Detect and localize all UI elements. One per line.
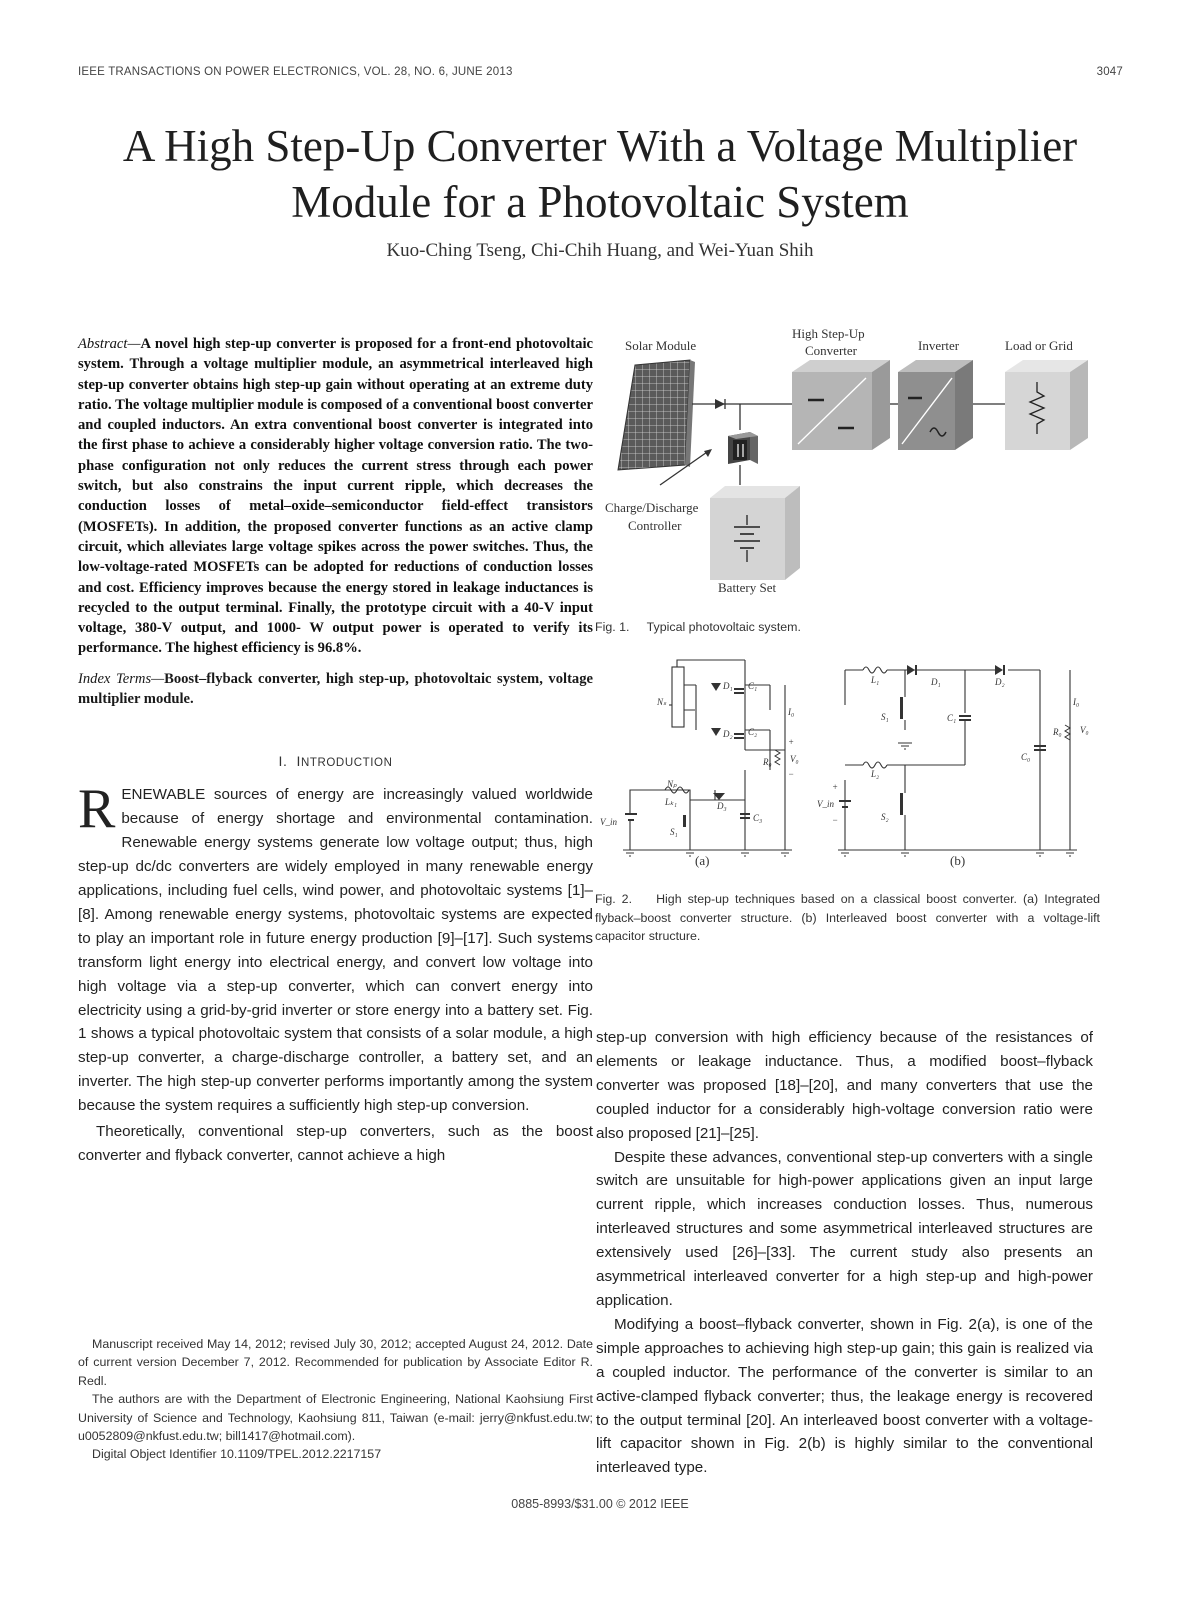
section-title-first: I — [296, 753, 301, 770]
caption-number: Fig. 2. — [595, 892, 633, 906]
label-Vin: V_in — [600, 817, 617, 827]
intro-text-left — [78, 778, 593, 1168]
fig1-label-solar: Solar Module — [625, 338, 697, 353]
fig2a-components — [625, 683, 750, 827]
fig1-label-load: Load or Grid — [1005, 338, 1073, 353]
section-title-rest: NTRODUCTION — [300, 757, 393, 770]
figure-2 — [595, 655, 1115, 875]
caption-number: Fig. 1. — [595, 620, 630, 634]
label-a: (a) — [695, 853, 710, 868]
label-C3: C₃ — [753, 813, 763, 823]
footnote: The authors are with the Department of Electronic Engineering, National Kaohsiung First University of Science and Technology, Kaohsiung 811, Taiwan (e-mail: jerry@nkfust.edu.tw; u0052809@nkfust.edu.tw; bill1417@hotmail.com). — [78, 1392, 593, 1444]
label-Io: I₀ — [788, 707, 795, 717]
section-number: I. — [278, 753, 288, 770]
fig1-label-hsu2: Converter — [805, 343, 857, 358]
abstract — [78, 334, 593, 659]
label-minus: − — [788, 769, 795, 779]
label-Ns: Nₛ — [657, 697, 667, 707]
label-b-plus: + — [832, 782, 839, 792]
label-S1: S₁ — [670, 827, 678, 837]
resistor-icon — [1065, 725, 1070, 740]
authors: Kuo-Ching Tseng, Chi-Chih Huang, and Wei-Yuan Shih — [386, 240, 814, 261]
fig1-label-inverter: Inverter — [918, 338, 960, 353]
label-b-Io: I₀ — [1073, 697, 1080, 707]
smallcaps-word: ENEWABLE — [121, 786, 206, 804]
label-b-C1: C₁ — [947, 713, 957, 723]
label-D3: D₃ — [717, 801, 727, 811]
fig1-label-cdc2: Controller — [628, 518, 682, 533]
paragraph-text: sources of energy are increasingly valued worldwide because of energy shortage and environmental contamination. Renewable energy systems generate low voltage output; thus, high step-up dc/dc converters are widely employed in many renewable energy applications, including fuel cells, wind power, and photovoltaic systems [1]–[8]. Among renewable energy systems, photovoltaic systems are expected to play an important role in future energy production [9]–[17]. Such systems transform light energy into electrical energy, and convert low voltage into high voltage via a step-up converter, which can convert energy into electricity using a grid-by-grid inverter or store energy into a battery set. Fig. 1 shows a typical photovoltaic system that consists of a solar module, a high step-up converter, a charge-discharge controller, a battery set, and an inverter. The high step-up converter performs importantly among the system because the system requires a sufficiently high step-up conversion. — [78, 786, 593, 1115]
page-number: 3047 — [1096, 66, 1123, 78]
fig1-label-battery: Battery Set — [718, 580, 777, 595]
label-b-Vin: V_in — [817, 799, 834, 809]
paragraph: Theoretically, conventional step-up converters, such as the boost converter and flyback converter, cannot achieve a high — [78, 1123, 593, 1164]
label-Np: Nₚ — [667, 779, 677, 789]
label-b-S2: S₂ — [881, 812, 889, 822]
footnote: Manuscript received May 14, 2012; revised July 30, 2012; accepted August 24, 2012. Date of current version December 7, 2012. Recommended for publication by Associate Editor R. Redl. — [78, 1337, 593, 1388]
abstract-text: A novel high step-up converter is proposed for a front-end photovoltaic system. Through a voltage multiplier module, an asymmetrical interleaved high step-up converter obtains high step-up gain without operating at an extreme duty ratio. The voltage multiplier module is composed of a conventional boost converter and coupled inductors. An extra conventional boost converter is integrated into the first phase to achieve a considerably higher voltage conversion ratio. The two-phase configuration not only reduces the current stress through each power switch, but also constrains the input current ripple, which decreases the conduction losses of metal–oxide–semiconductor field-effect transistors (MOSFETs). In addition, the proposed converter functions as an active clamp circuit, which alleviates large voltage spikes across the power switches. Thus, the low-voltage-rated MOSFETs can be adopted for reductions of conduction losses and cost. Efficiency improves because the energy stored in leakage inductances is recycled to the output terminal. Finally, the prototype circuit with a 40-V input voltage, 380-V output, and 1000- W output power is operated to verify its performance. The highest efficiency is 96.8%. — [78, 336, 593, 657]
left-column — [78, 334, 593, 1168]
label-b-Ro: R₀ — [1053, 727, 1062, 737]
label-b-L1: L₁ — [871, 675, 880, 685]
copyright-footer: 0885-8993/$31.00 © 2012 IEEE — [511, 1497, 689, 1511]
step-up-converter-block — [792, 360, 890, 450]
running-head — [78, 66, 1123, 82]
battery-block — [710, 486, 800, 580]
label-Ro: R₀ — [763, 757, 772, 767]
index-terms-lead: Index Terms— — [78, 670, 165, 687]
charge-controller-block — [728, 432, 758, 464]
index-terms-text: Boost–flyback converter, high step-up, photovoltaic system, voltage multiplier module. — [78, 670, 593, 708]
paper-title — [60, 118, 1140, 230]
label-b-Co: C₀ — [1021, 752, 1031, 762]
title-line-1: A High Step-Up Converter With a Voltage Multiplier — [122, 121, 1078, 171]
resistor-icon — [775, 750, 780, 765]
fig1-label-hsu1: High Step-Up — [792, 326, 865, 341]
fig2b-components — [839, 665, 1046, 815]
fig2b-circuit — [845, 667, 1075, 850]
drop-cap: R — [78, 778, 116, 841]
label-b: (b) — [950, 853, 966, 868]
paragraph — [78, 778, 593, 1118]
paragraph: Modifying a boost–flyback converter, shown in Fig. 2(a), is one of the simple approaches to achieving high step-up gain; this gain is realized via a coupled inductor. The performance of the converter is similar to an active-clamped flyback converter; thus, the leakage energy is recovered to the output terminal [20]. An interleaved boost converter with a voltage-lift capacitor shown in Fig. 2(b) is highly similar to the conventional interleaved type. — [596, 1315, 1093, 1477]
intro-text-right — [596, 1026, 1093, 1480]
figure-1 — [600, 320, 1120, 610]
label-b-L2: L₂ — [871, 769, 880, 779]
inverter-block — [898, 360, 973, 450]
load-block — [1005, 360, 1088, 450]
title-line-2: Module for a Photovoltaic System — [291, 177, 909, 227]
index-terms — [78, 669, 593, 710]
label-Vo: V₀ — [790, 754, 799, 764]
section-heading — [78, 753, 593, 769]
footnote: Digital Object Identifier 10.1109/TPEL.2012.2217157 — [92, 1447, 382, 1462]
footnotes — [78, 1335, 593, 1464]
label-D1: D₁ — [723, 681, 733, 691]
caption-text: Typical photovoltaic system. — [646, 620, 801, 634]
label-C2: C₂ — [748, 727, 758, 737]
solar-panel-icon — [618, 360, 695, 470]
label-D2: D₂ — [723, 729, 733, 739]
diode-symbol-icon — [715, 399, 725, 409]
figure-2-caption — [595, 890, 1100, 946]
paragraph: step-up conversion with high efficiency because of the resistances of elements or leakage inductance. Thus, a modified boost–flyback converter was proposed [18]–[20], and many converters that use the coupled inductor for a considerably high-voltage conversion ratio were also proposed [21]–[25]. — [596, 1029, 1093, 1142]
label-C1: C₁ — [748, 681, 758, 691]
label-b-D2: D₂ — [995, 677, 1005, 687]
label-Lk1: Lₖ₁ — [665, 797, 677, 807]
label-b-D1: D₁ — [931, 677, 941, 687]
paragraph: Despite these advances, conventional step-up converters with a single switch are unsuitable for high-power applications given an input large current ripple, which increases conduction losses. Thus, numerous interleaved structures and some asymmetrical interleaved structures are extensively used [26]–[33]. The current study also presents an asymmetrical interleaved converter for a high step-up and high-power application. — [596, 1148, 1093, 1309]
fig1-label-cdc1: Charge/Discharge — [605, 500, 699, 515]
label-b-minus: − — [832, 815, 839, 825]
label-b-Vo: V₀ — [1080, 725, 1089, 735]
figure-1-caption — [595, 618, 1115, 637]
caption-text: High step-up techniques based on a classical boost converter. (a) Integrated flyback–boost converter structure. (b) Interleaved boost converter with a voltage-lift capacitor structure. — [595, 892, 1100, 943]
abstract-lead: Abstract— — [78, 336, 141, 352]
journal-name: IEEE TRANSACTIONS ON POWER ELECTRONICS, VOL. 28, NO. 6, JUNE 2013 — [78, 66, 513, 78]
label-b-S1: S₁ — [881, 712, 889, 722]
label-plus: + — [788, 737, 795, 747]
fig2b-grounds — [838, 743, 1077, 856]
